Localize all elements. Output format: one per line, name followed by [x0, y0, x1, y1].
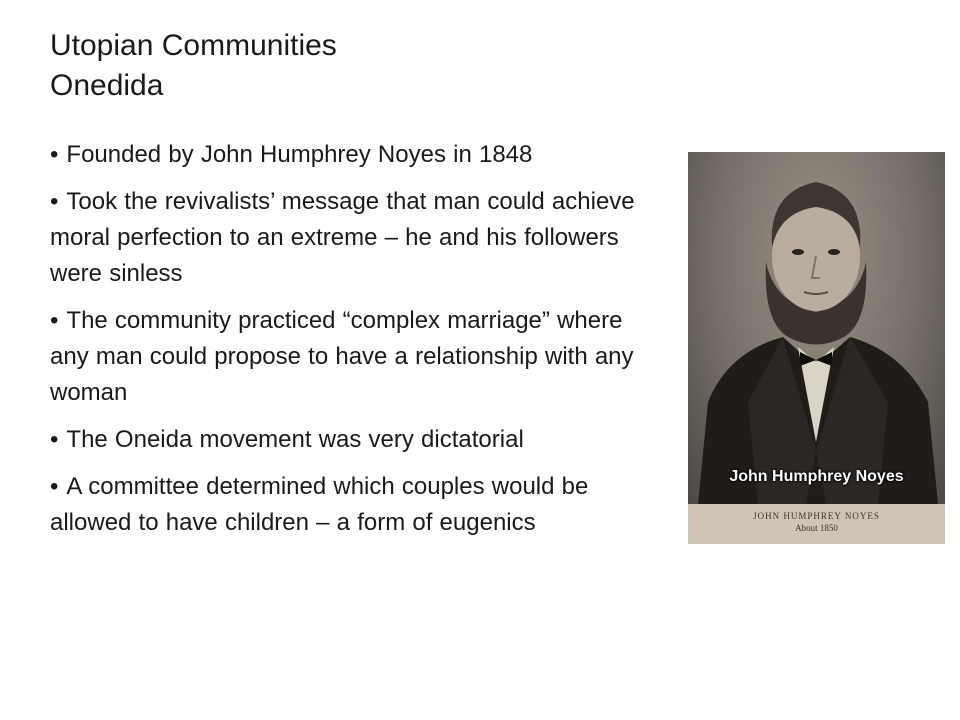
bullet-text: The community practiced “complex marriage” where any man could propose to have a relationship with any woman — [50, 307, 634, 406]
slide-title — [50, 26, 337, 106]
bullet-dot: • — [50, 188, 59, 215]
portrait-caption: John Humphrey Noyes — [729, 468, 904, 485]
title-line-1: Utopian Communities — [50, 29, 337, 62]
bullet-dot: • — [50, 307, 59, 334]
bullet-item — [50, 137, 650, 173]
bullet-item — [50, 303, 650, 411]
bullet-list — [50, 137, 650, 552]
portrait-print-label — [688, 510, 945, 535]
print-date: About 1850 — [795, 523, 838, 533]
bullet-dot: • — [50, 473, 59, 500]
print-name: JOHN HUMPHREY NOYES — [753, 511, 880, 521]
bullet-item — [50, 422, 650, 458]
bullet-text: Took the revivalists’ message that man could achieve moral perfection to an extreme – he and his followers were sinless — [50, 188, 635, 287]
portrait-figure — [688, 152, 945, 504]
bullet-item — [50, 184, 650, 292]
bullet-text: A committee determined which couples would be allowed to have children – a form of eugenics — [50, 473, 589, 536]
bullet-text: Founded by John Humphrey Noyes in 1848 — [66, 141, 533, 168]
title-line-2: Onedida — [50, 69, 164, 102]
bullet-text: The Oneida movement was very dictatorial — [66, 426, 524, 453]
portrait-image — [688, 152, 945, 544]
bullet-item — [50, 469, 650, 541]
bullet-dot: • — [50, 426, 59, 453]
bullet-dot: • — [50, 141, 59, 168]
